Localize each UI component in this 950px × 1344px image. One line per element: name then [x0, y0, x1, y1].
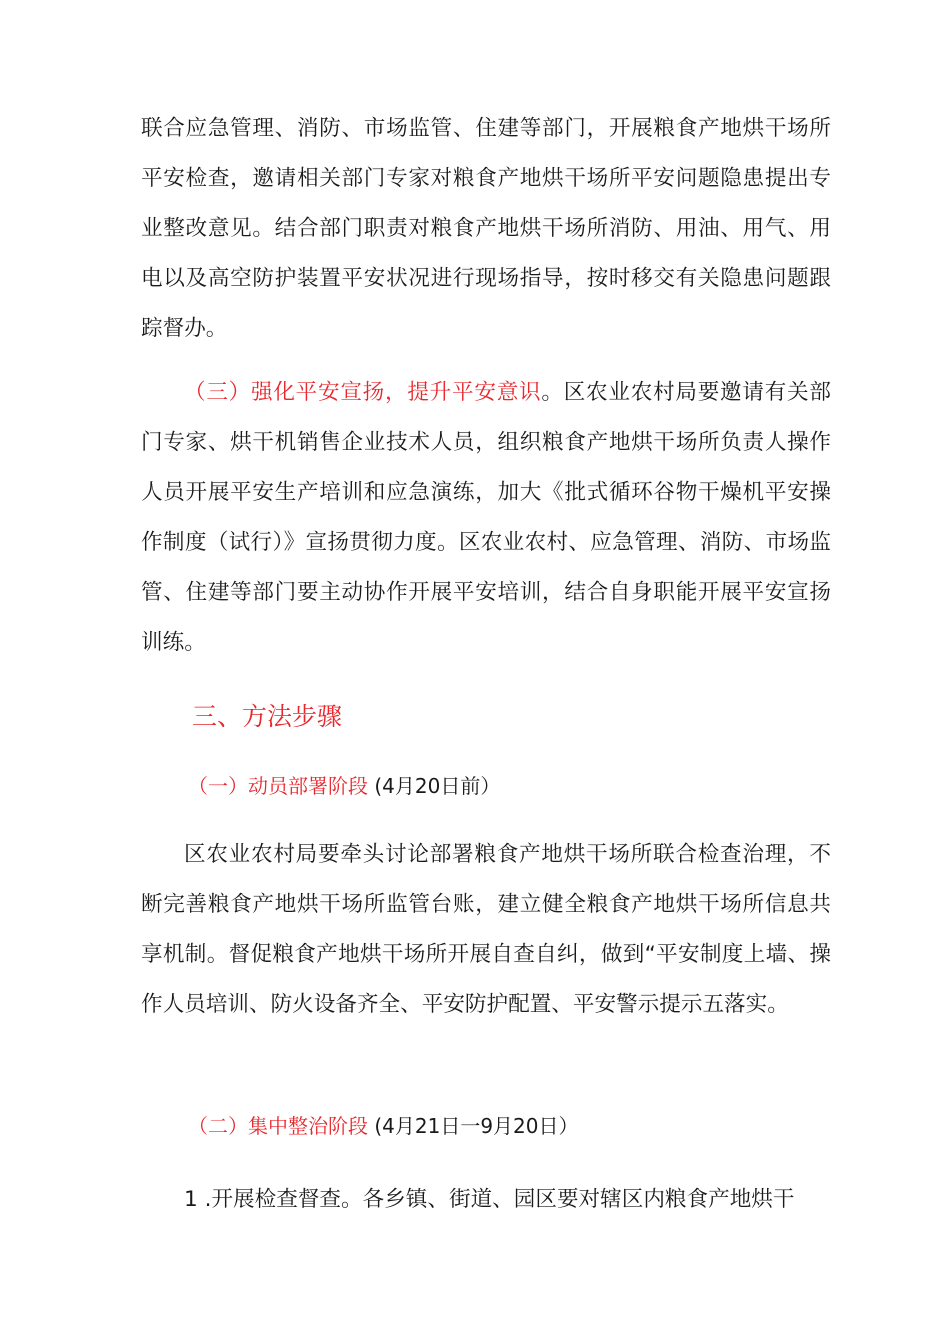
paragraph-inspection: 联合应急管理、消防、市场监管、住建等部门，开展粮食产地烘干场所平安检查，邀请相关部门专家对粮食产地烘干场所平安问题隐患提出专业整改意见。结合部门职责对粮食产地烘干场所消防、用油、用气、用电以及高空防护装置平安状况进行现场指导，按时移交有关隐患问题跟踪督办。: [141, 116, 831, 341]
paragraph-safety-promotion-body: 。区农业农村局要邀请有关部门专家、烘干机销售企业技术人员，组织粮食产地烘干场所负责人操作人员开展平安生产培训和应急演练，加大《批式循环谷物干燥机平安操作制度（试行）》宣扬贯彻力度。区农业农村、应急管理、消防、市场监管、住建等部门要主动协作开展平安培训，结合自身职能开展平安宣扬训练。: [141, 380, 831, 655]
stage-heading-rectification-title: （二）集中整治阶段: [188, 1114, 368, 1138]
paragraph-mobilization: 区农业农村局要牵头讨论部署粮食产地烘干场所联合检查治理，不断完善粮食产地烘干场所监管台账，建立健全粮食产地烘干场所信息共享机制。督促粮食产地烘干场所开展自查自纠，做到“平安制度上墙、操作人员培训、防火设备齐全、平安防护配置、平安警示提示五落实。: [141, 842, 831, 1017]
stage-heading-rectification: [188, 1106, 579, 1146]
paragraph-safety-promotion: [141, 368, 831, 668]
paragraph-safety-promotion-heading: （三）强化平安宣扬，提升平安意识: [184, 380, 542, 405]
stage-heading-rectification-date: (4月21日一9月20日）: [374, 1114, 579, 1138]
stage-heading-mobilization-date: (4月20日前）: [374, 774, 501, 798]
paragraph-inspection-supervision: 1 .开展检查督查。各乡镇、街道、园区要对辖区内粮食产地烘干: [184, 1187, 795, 1212]
section-title-method-steps: 三、方法步骤: [192, 702, 343, 731]
stage-heading-mobilization: [188, 766, 500, 806]
stage-heading-mobilization-title: （一）动员部署阶段: [188, 774, 368, 798]
